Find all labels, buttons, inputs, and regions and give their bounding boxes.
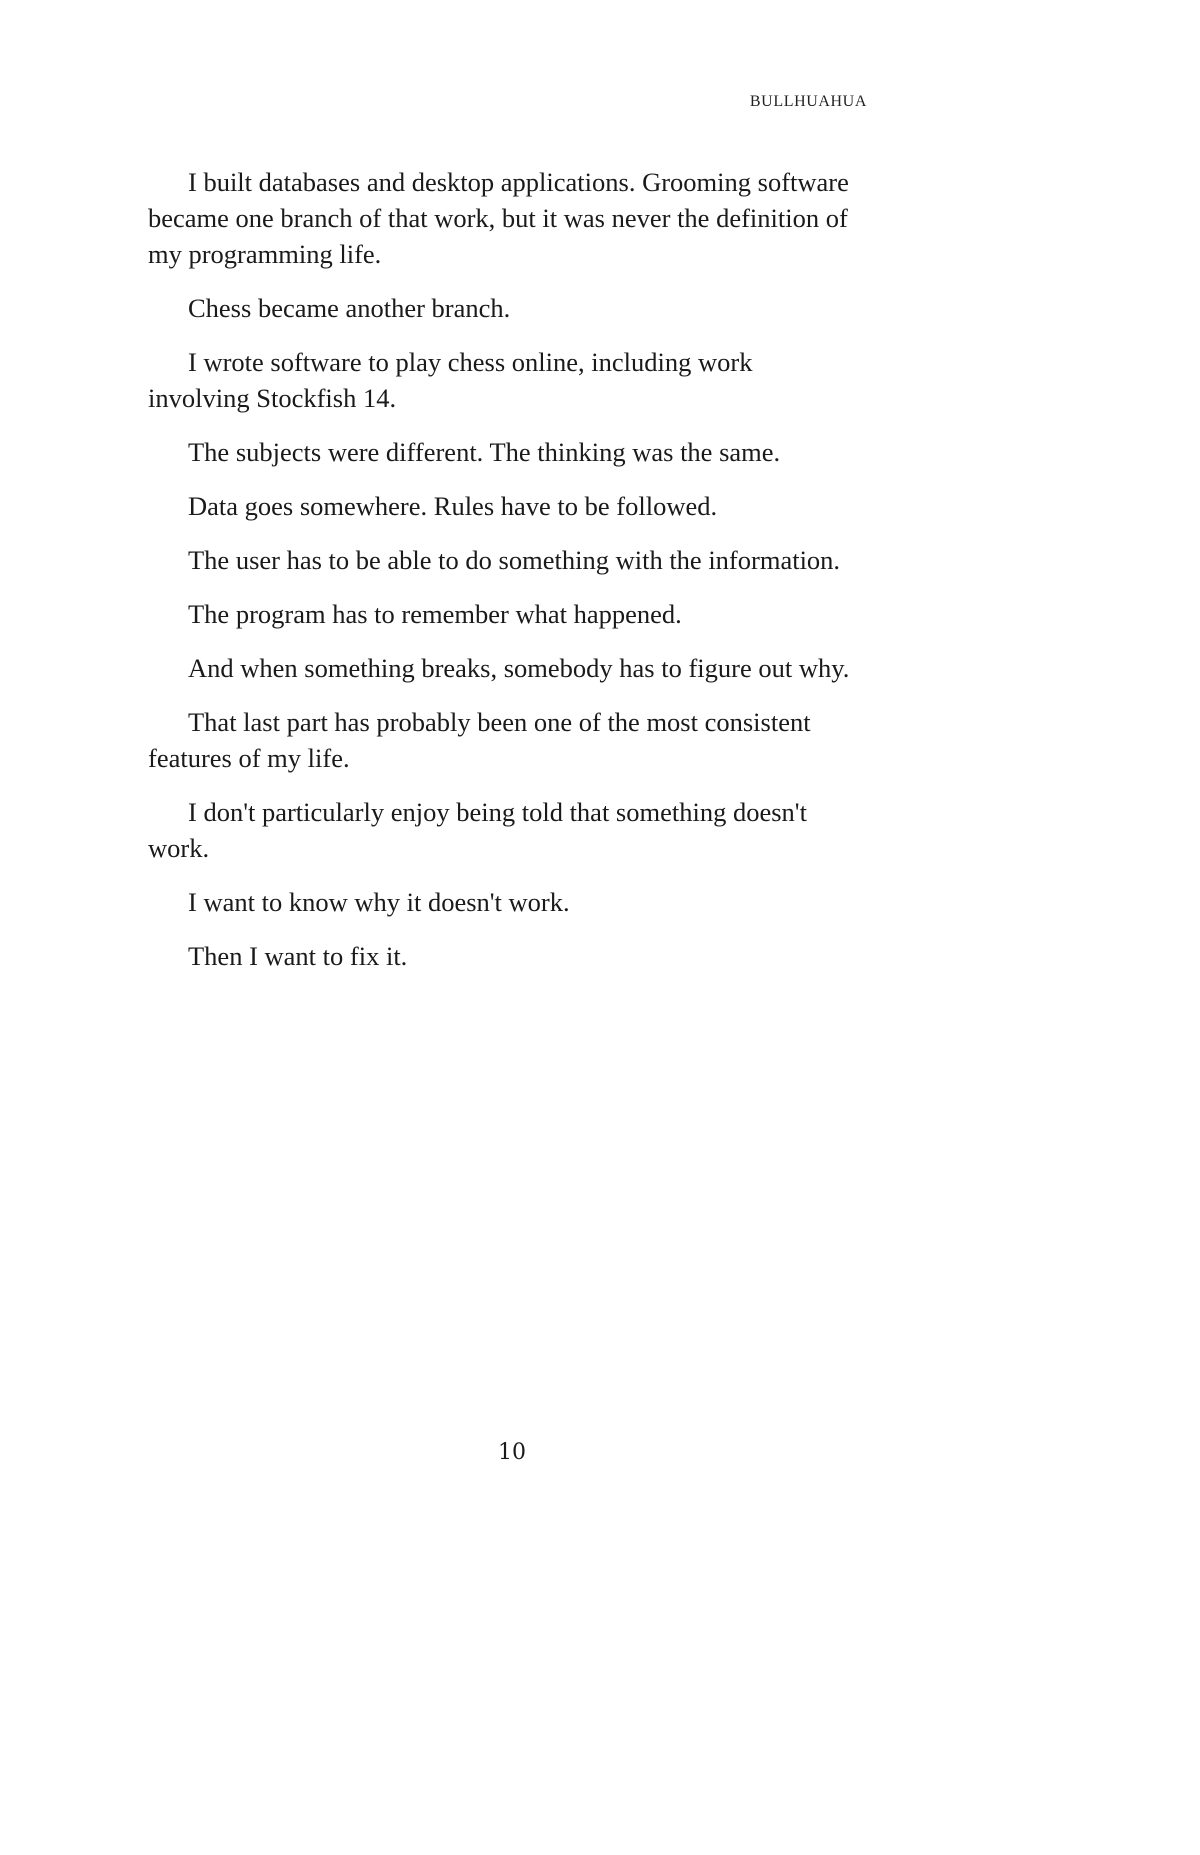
page-body <box>148 164 860 992</box>
paragraph: That last part has probably been one of the most consistent features of my life. <box>148 707 811 773</box>
paragraph: The user has to be able to do something with the information. <box>188 545 841 575</box>
paragraph: Data goes somewhere. Rules have to be followed. <box>188 491 718 521</box>
paragraph: Chess became another branch. <box>188 293 511 323</box>
paragraph: I wrote software to play chess online, including work involving Stockfish 14. <box>148 347 753 413</box>
paragraph: And when something breaks, somebody has to figure out why. <box>188 653 850 683</box>
page-number: 10 <box>498 1440 526 1465</box>
paragraph: I don't particularly enjoy being told that something doesn't work. <box>148 797 807 863</box>
paragraph: Then I want to fix it. <box>188 941 408 971</box>
running-header: BULLHUAHUA <box>749 93 867 110</box>
paragraph: I built databases and desktop applications. Grooming software became one branch of that work, but it was never the definition of my programming life. <box>148 167 849 269</box>
paragraph: The subjects were different. The thinking was the same. <box>188 437 781 467</box>
paragraph: The program has to remember what happened. <box>188 599 682 629</box>
paragraph: I want to know why it doesn't work. <box>188 887 570 917</box>
